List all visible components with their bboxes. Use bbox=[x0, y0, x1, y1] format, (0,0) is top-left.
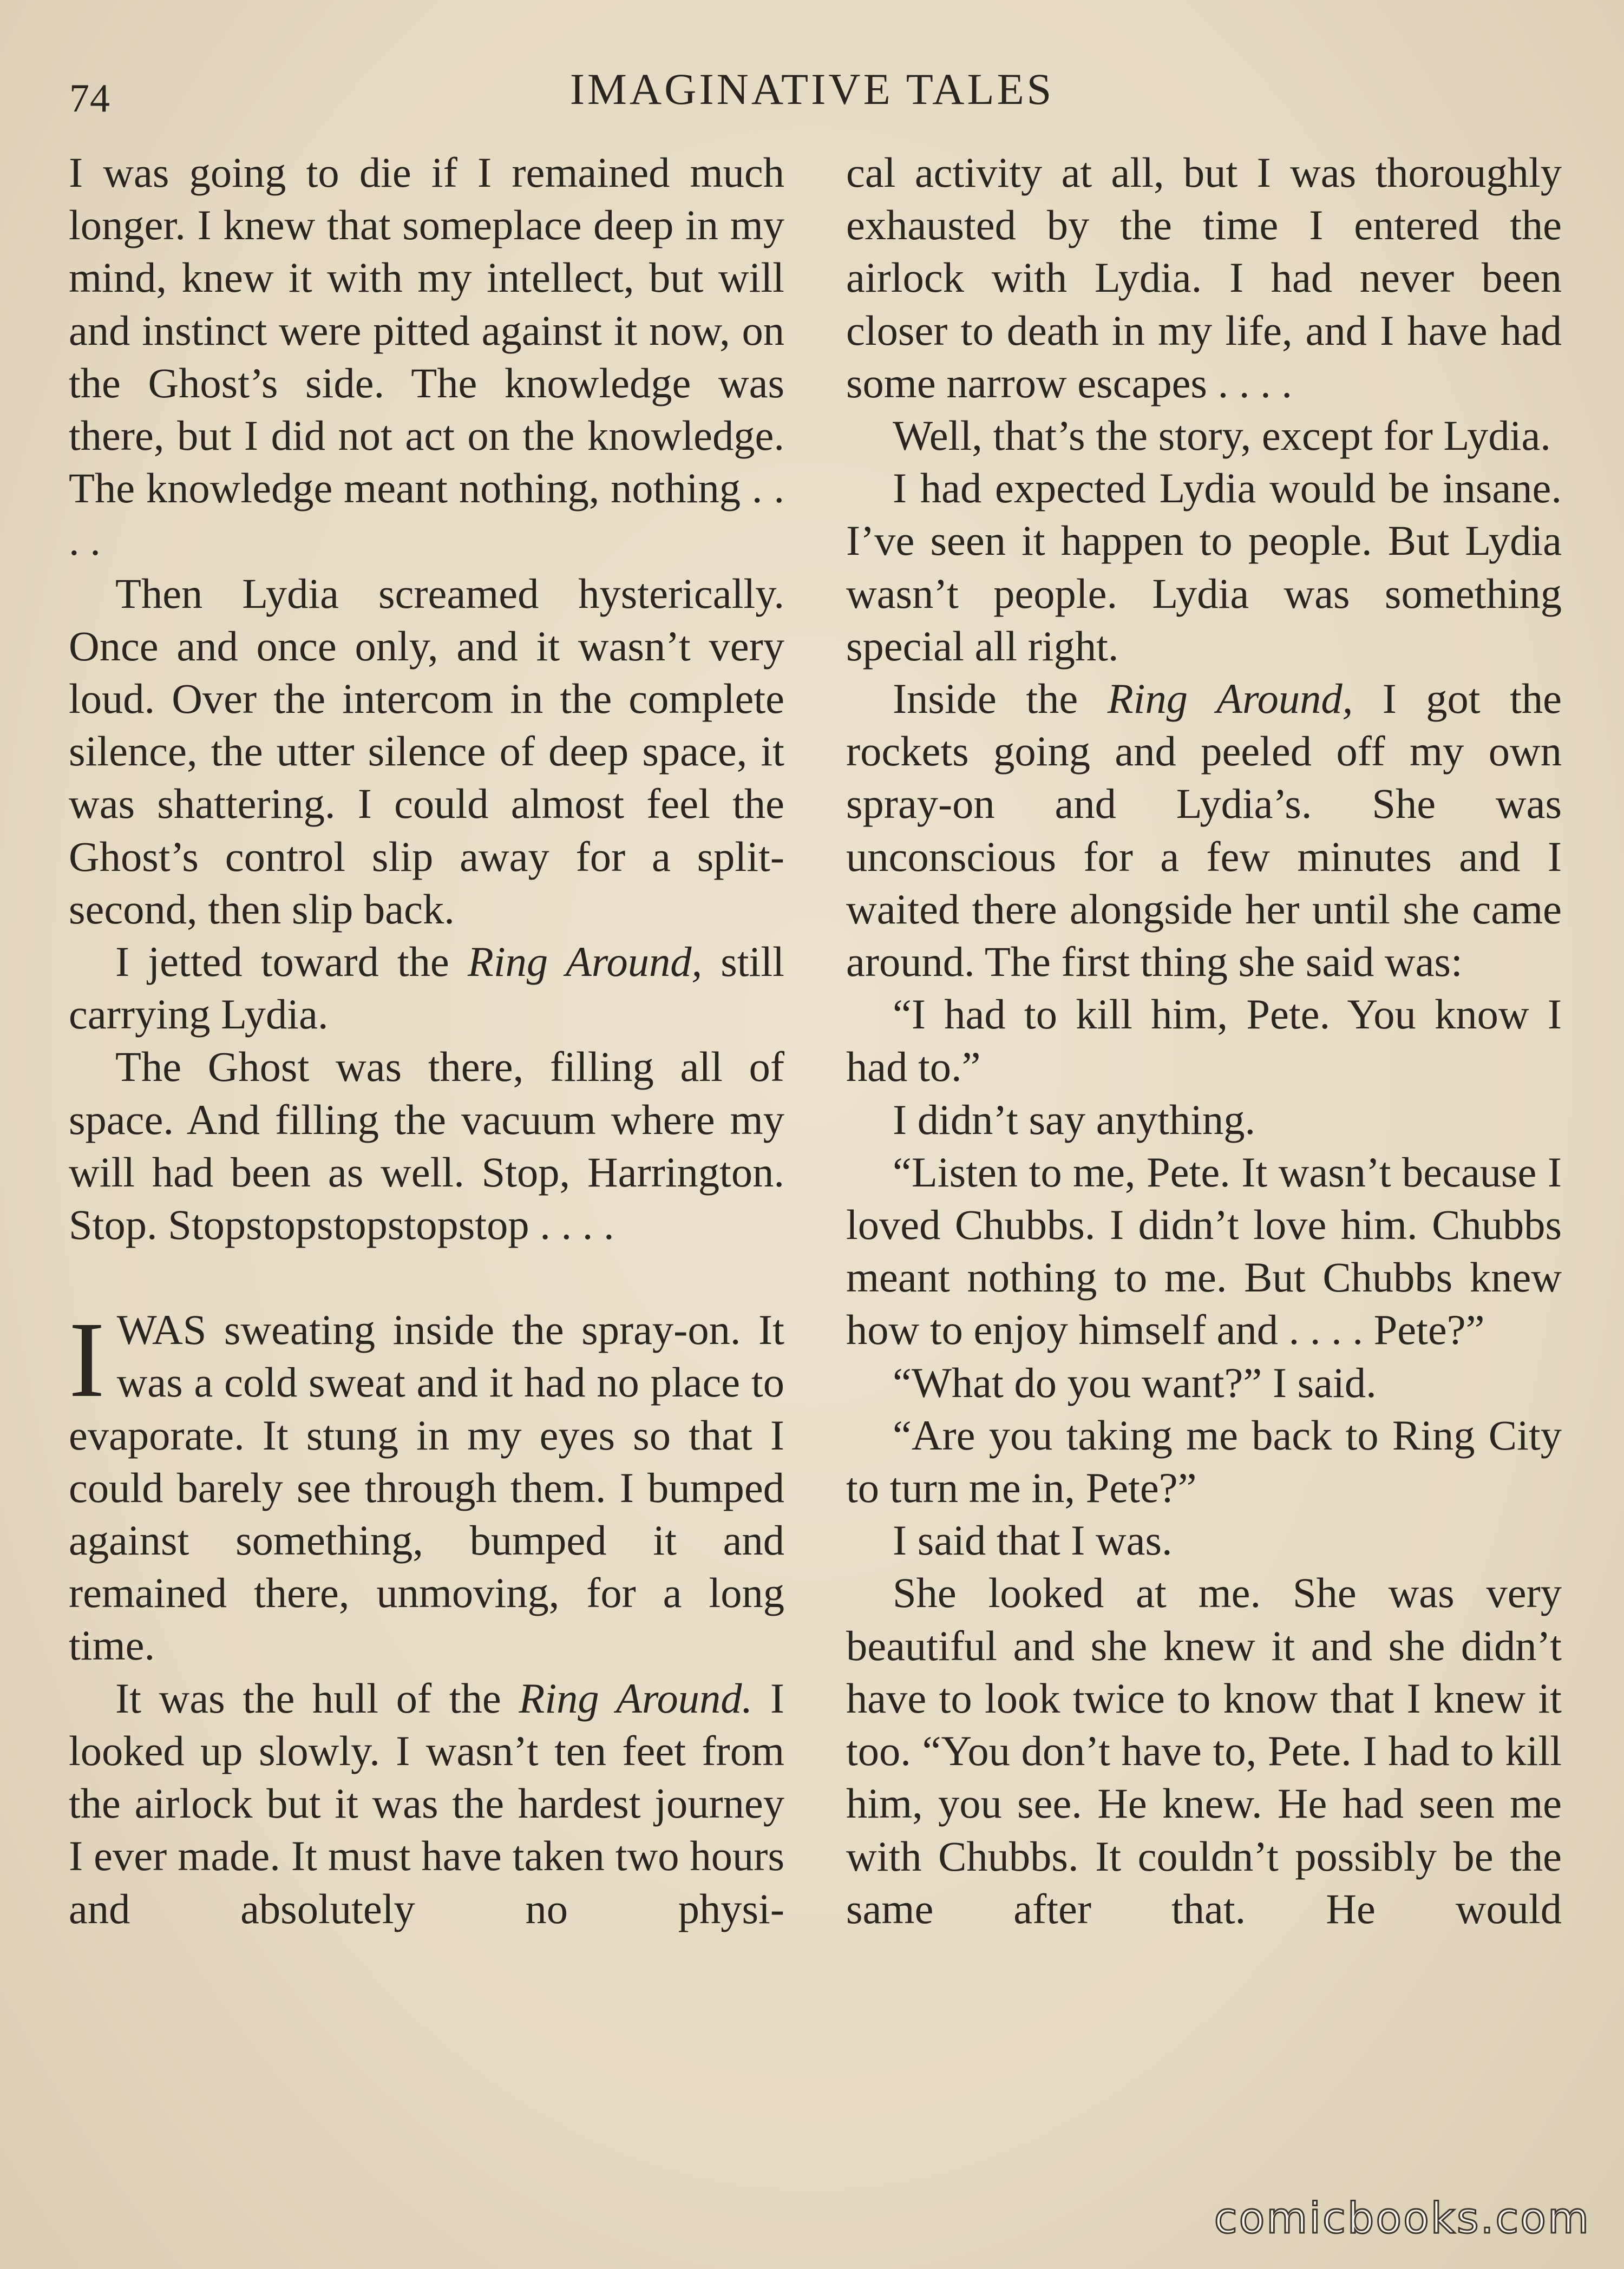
paragraph bbox=[846, 672, 1562, 988]
right-column bbox=[846, 146, 1562, 1935]
paragraph: I was going to die if I remained much longer. I knew that someplace deep in my mind, knew it with my intellect, but will and instinct were pitted against it now, on the Ghost’s side. The knowledge was there, but I did not act on the knowledge. The knowledge meant nothing, nothing . . . . bbox=[69, 149, 784, 565]
text-span: still carrying Lydia. bbox=[69, 938, 784, 1038]
watermark: comicbooks.com bbox=[1214, 2194, 1590, 2243]
paragraph: cal activity at all, but I was thoroughly exhausted by the time I entered the airlock with Lydia. I had never been closer to death in my life, and I have had some narrow escapes . . . . bbox=[846, 149, 1562, 406]
text-span: I jetted toward the bbox=[115, 938, 468, 986]
paragraph: “Listen to me, Pete. It wasn’t because I loved Chubbs. I didn’t love him. Chubbs meant nothing to me. But Chubbs knew how to enjoy himself and . . . . Pete?” bbox=[846, 1148, 1562, 1354]
text-span: Inside the bbox=[893, 675, 1108, 723]
paragraph bbox=[69, 1672, 784, 1935]
text-span: It was the hull of the bbox=[115, 1674, 519, 1722]
left-column bbox=[69, 146, 784, 1935]
paragraph bbox=[69, 935, 784, 1040]
paragraph: Then Lydia screamed hysterically. Once and once only, and it wasn’t very loud. Over the intercom in the complete silence, the utter silence of deep space, it was shattering. I could almost feel the Ghost’s control slip away for a split-second, then slip back. bbox=[69, 569, 784, 933]
text-span: I got the rockets going and peeled off my own spray-on and Lydia’s. She was unconscious for a few minutes and I waited there alongside her until she came around. The first thing she said was: bbox=[846, 675, 1562, 986]
paragraph: Well, that’s the story, except for Lydia. bbox=[893, 412, 1551, 460]
paragraph: I said that I was. bbox=[893, 1517, 1173, 1564]
running-title: IMAGINATIVE TALES bbox=[569, 64, 1055, 114]
text-span: WAS sweating inside the spray-on. It was a cold sweat and it had no place to evaporate. It stung in my eyes so that I could barely see through them. I bumped against something, bumped it and remained there, unmoving, for a long time. bbox=[69, 1306, 784, 1669]
ship-name: Ring Around, bbox=[1107, 675, 1353, 723]
page-number: 74 bbox=[69, 76, 110, 121]
drop-cap: I bbox=[69, 1300, 105, 1420]
paragraph: She looked at me. She was very beautiful and she knew it and she didn’t have to look twice to know that I knew it too. “You don’t have to, Pete. I had to kill him, you see. He knew. He had seen me with Chubbs. It couldn’t possibly be the same after that. He would bbox=[846, 1569, 1562, 1932]
paragraph: “Are you taking me back to Ring City to turn me in, Pete?” bbox=[846, 1411, 1562, 1512]
paragraph: I had expected Lydia would be insane. I’ve seen it happen to people. But Lydia wasn’t people. Lydia was something special all right. bbox=[846, 464, 1562, 670]
section-paragraph bbox=[69, 1300, 784, 1671]
paragraph: “What do you want?” I said. bbox=[893, 1359, 1377, 1406]
ship-name: Ring Around. bbox=[519, 1674, 753, 1722]
paragraph: I didn’t say anything. bbox=[893, 1096, 1256, 1143]
paragraph: The Ghost was there, filling all of space. And filling the vacuum where my will had been as well. Stop, Harrington. Stop. Stopstopstopstopstop . . . . bbox=[69, 1043, 784, 1249]
ship-name: Ring Around, bbox=[467, 938, 703, 986]
text-span: I looked up slowly. I wasn’t ten feet from the airlock but it was the hardest journey I ever made. It must have taken two hours and absolutely no physi- bbox=[69, 1674, 784, 1932]
paragraph: “I had to kill him, Pete. You know I had to.” bbox=[846, 991, 1562, 1091]
